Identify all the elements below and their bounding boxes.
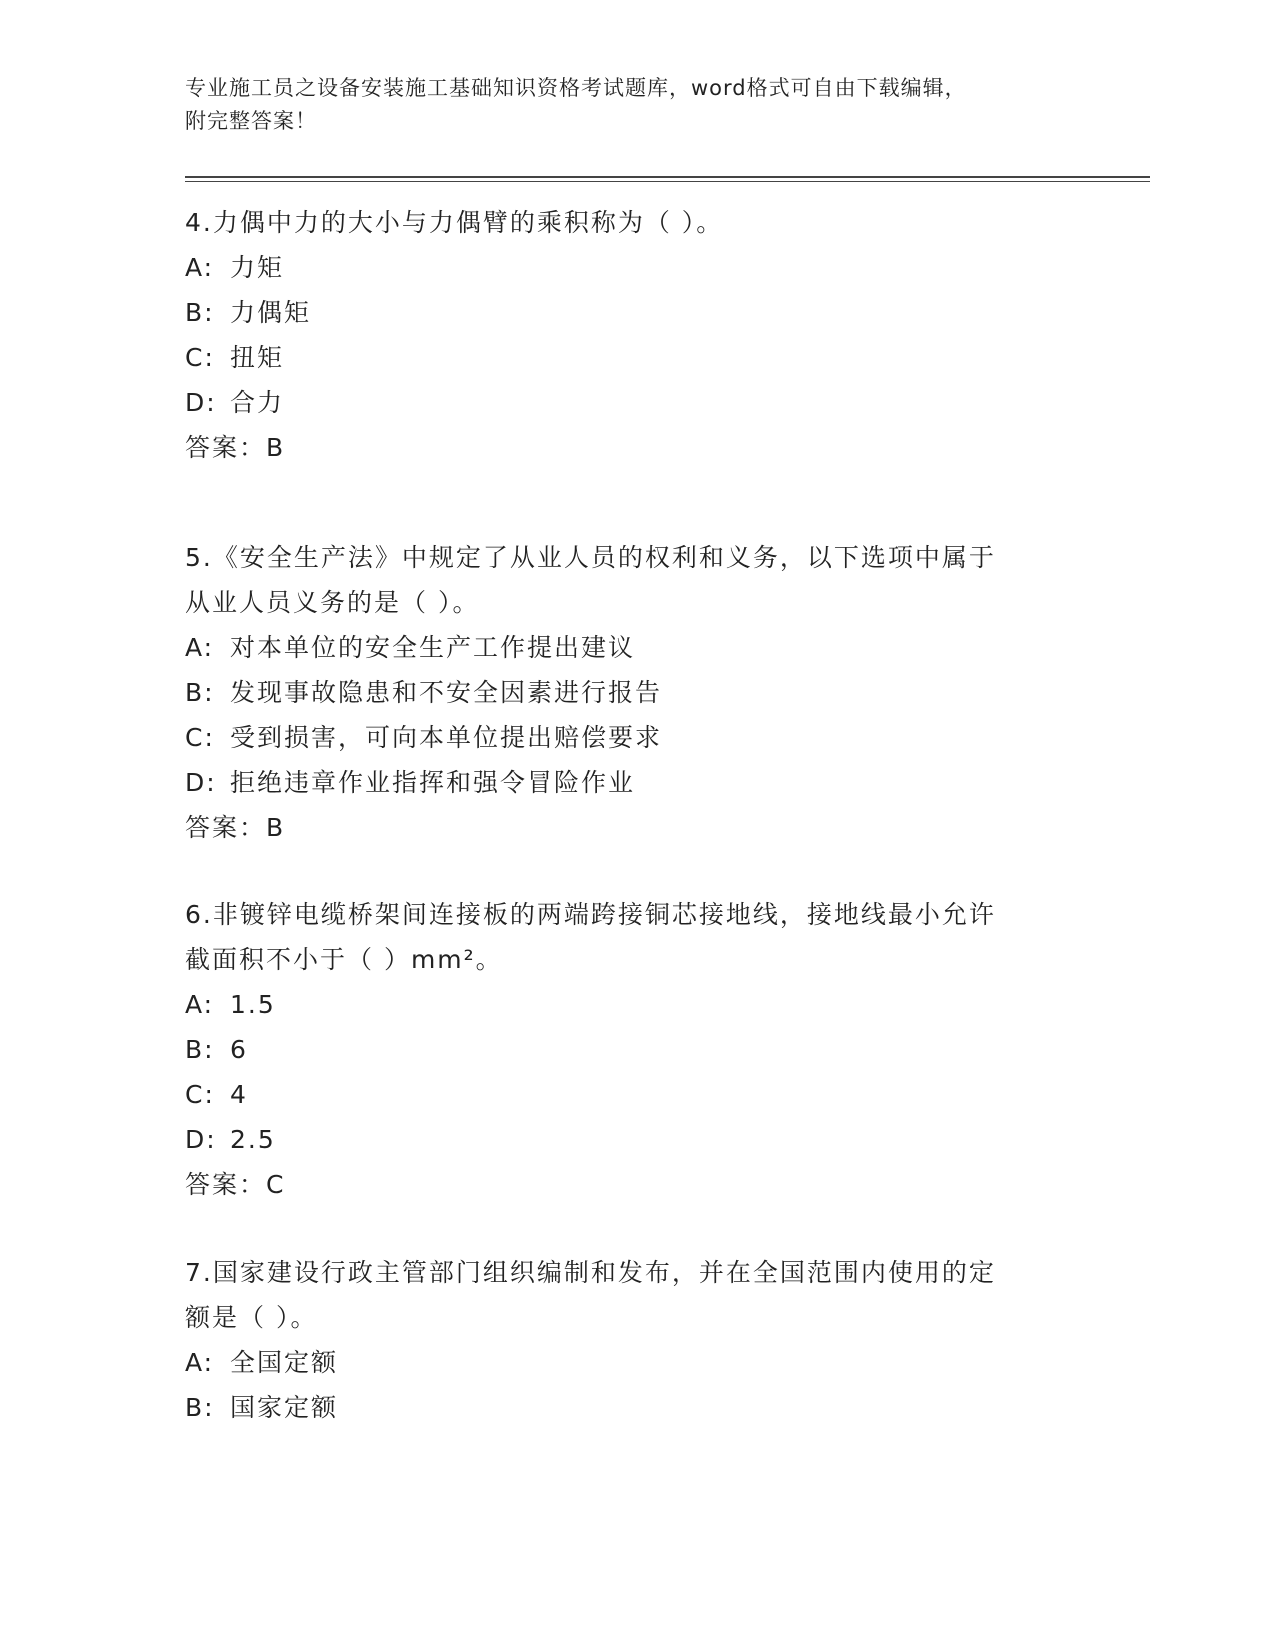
document-header: [185, 72, 1065, 138]
option-text: 扭矩: [230, 343, 285, 372]
option-d: [185, 1117, 1065, 1162]
answer-line: 答案：B: [185, 813, 286, 842]
question-stem-line-2: 额是（ ）。: [185, 1303, 318, 1332]
option-letter: D:: [185, 768, 217, 797]
option-letter: A:: [185, 1348, 215, 1377]
option-letter: D:: [185, 388, 217, 417]
question-5: [185, 535, 1065, 850]
option-b: [185, 1385, 1065, 1430]
option-b: [185, 290, 1065, 335]
option-a: [185, 982, 1065, 1027]
option-c: [185, 715, 1065, 760]
option-text: 4: [230, 1080, 248, 1109]
option-letter: B:: [185, 1393, 215, 1422]
question-stem-line-1: 6.非镀锌电缆桥架间连接板的两端跨接铜芯接地线，接地线最小允许: [185, 900, 996, 929]
option-c: [185, 1072, 1065, 1117]
option-a: [185, 1340, 1065, 1385]
answer-line: 答案：B: [185, 433, 286, 462]
option-letter: C:: [185, 343, 215, 372]
question-stem-line-2: 从业人员义务的是（ ）。: [185, 588, 480, 617]
option-letter: A:: [185, 253, 215, 282]
question-7: [185, 1250, 1065, 1430]
question-4: [185, 200, 1065, 470]
option-text: 1.5: [230, 990, 276, 1019]
option-d: [185, 760, 1065, 805]
option-b: [185, 670, 1065, 715]
header-divider: [185, 176, 1150, 182]
option-a: [185, 625, 1065, 670]
option-text: 力偶矩: [230, 298, 312, 327]
option-letter: A:: [185, 990, 215, 1019]
option-text: 6: [230, 1035, 248, 1064]
option-letter: C:: [185, 1080, 215, 1109]
option-text: 合力: [230, 388, 285, 417]
option-letter: A:: [185, 633, 215, 662]
header-line-2: 附完整答案！: [185, 109, 317, 133]
option-b: [185, 1027, 1065, 1072]
option-text: 全国定额: [230, 1348, 339, 1377]
option-d: [185, 380, 1065, 425]
option-letter: C:: [185, 723, 215, 752]
question-6: [185, 892, 1065, 1207]
option-text: 受到损害，可向本单位提出赔偿要求: [230, 723, 663, 752]
option-letter: D:: [185, 1125, 217, 1154]
question-stem: 4.力偶中力的大小与力偶臂的乘积称为（ ）。: [185, 208, 724, 237]
option-text: 拒绝违章作业指挥和强令冒险作业: [230, 768, 636, 797]
option-text: 力矩: [230, 253, 285, 282]
question-stem-line-1: 7.国家建设行政主管部门组织编制和发布，并在全国范围内使用的定: [185, 1258, 996, 1287]
option-text: 对本单位的安全生产工作提出建议: [230, 633, 636, 662]
question-stem-line-1: 5.《安全生产法》中规定了从业人员的权利和义务，以下选项中属于: [185, 543, 996, 572]
option-c: [185, 335, 1065, 380]
option-a: [185, 245, 1065, 290]
header-line-1: 专业施工员之设备安装施工基础知识资格考试题库，word格式可自由下载编辑，: [185, 76, 967, 100]
answer-line: 答案：C: [185, 1170, 286, 1199]
option-text: 发现事故隐患和不安全因素进行报告: [230, 678, 663, 707]
option-letter: B:: [185, 678, 215, 707]
option-letter: B:: [185, 1035, 215, 1064]
option-letter: B:: [185, 298, 215, 327]
option-text: 2.5: [230, 1125, 276, 1154]
option-text: 国家定额: [230, 1393, 339, 1422]
question-stem-line-2: 截面积不小于（ ）mm²。: [185, 945, 503, 974]
